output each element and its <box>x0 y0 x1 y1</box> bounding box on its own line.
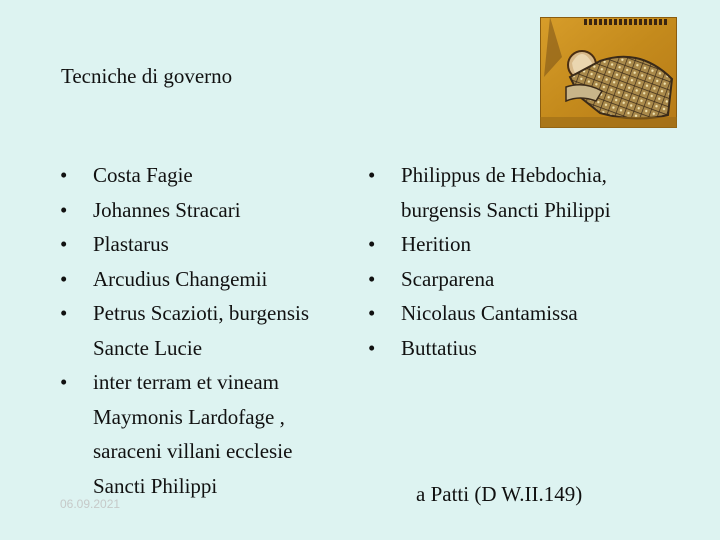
list-item-line: • Costa Fagie <box>93 163 193 187</box>
list-item <box>368 262 668 297</box>
list-item-line: Maymonis Lardofage , <box>93 404 285 429</box>
list-item-line: • Arcudius Changemii <box>93 266 268 291</box>
right-bullet-list <box>368 158 668 365</box>
list-item-line: • Philippus de Hebdochia, <box>401 163 607 187</box>
list-item <box>368 227 668 262</box>
list-item-line: burgensis Sancti Philippi <box>401 197 611 222</box>
list-item <box>60 262 360 297</box>
list-item <box>60 365 360 503</box>
list-item <box>368 296 668 331</box>
list-item-line: • Buttatius <box>401 335 477 360</box>
list-item-line: • Scarparena <box>401 266 495 291</box>
list-item <box>60 227 360 262</box>
source-citation: a Patti (D W.II.149) <box>416 482 583 506</box>
list-item-line: saraceni villani ecclesie <box>93 439 293 463</box>
list-item-line: • Nicolaus Cantamissa <box>401 301 578 325</box>
list-item-line: • Petrus Scazioti, burgensis <box>93 301 310 325</box>
slide-title: Tecniche di governo <box>61 64 233 88</box>
list-item <box>60 296 360 365</box>
list-item-line: • inter terram et vineam <box>93 370 279 394</box>
list-item-line: Sancti Philippi <box>93 473 218 498</box>
list-item-line: Sancte Lucie <box>93 335 203 360</box>
list-item <box>60 193 360 228</box>
list-item-line: • Herition <box>401 232 471 256</box>
list-item <box>60 158 360 193</box>
slide-date: 06.09.2021 <box>60 497 121 511</box>
left-bullet-list <box>60 158 360 503</box>
mosaic-image <box>540 17 677 128</box>
list-item-line: • Plastarus <box>93 232 169 256</box>
list-item <box>368 331 668 366</box>
list-item-line: • Johannes Stracari <box>93 197 241 222</box>
list-item <box>368 158 668 227</box>
